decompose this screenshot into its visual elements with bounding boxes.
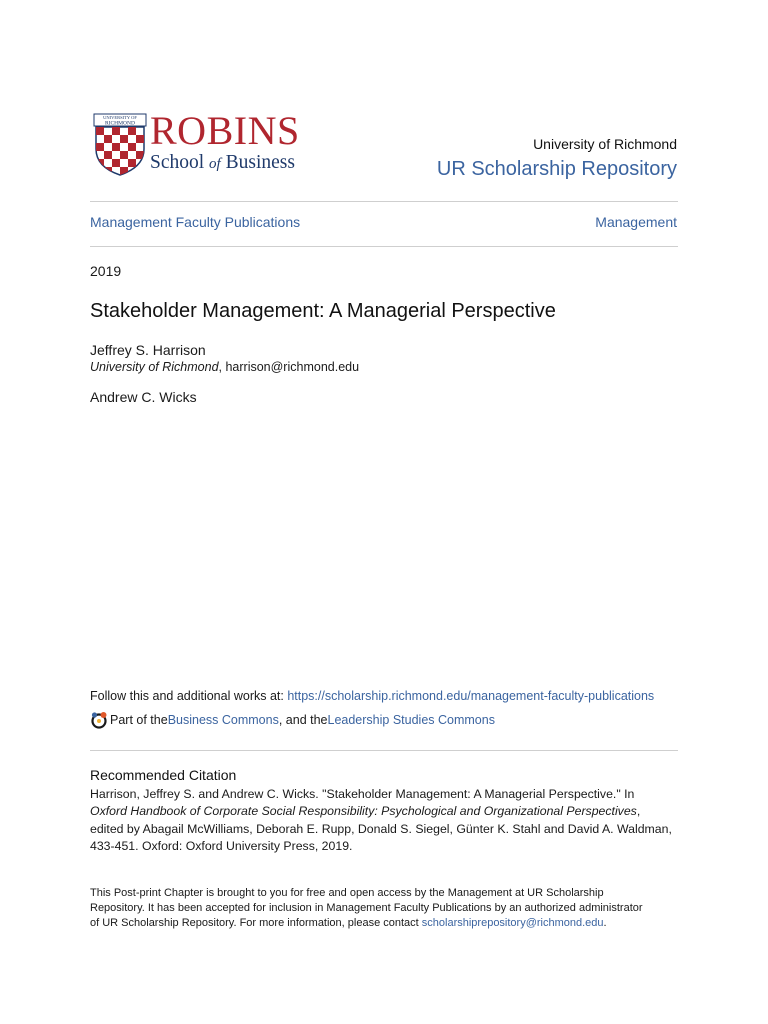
author-email: , harrison@richmond.edu — [218, 360, 360, 374]
department-link[interactable]: Management — [595, 214, 677, 230]
university-name: University of Richmond — [533, 136, 677, 152]
author-name: Andrew C. Wicks — [90, 389, 197, 405]
divider — [90, 750, 678, 751]
collection-url-link[interactable]: https://scholarship.richmond.edu/management-faculty-publications — [287, 689, 655, 703]
citation-line — [90, 803, 680, 820]
citation-heading: Recommended Citation — [90, 767, 237, 783]
robins-logo-text — [150, 108, 300, 175]
notice-prefix: of UR Scholarship Repository. For more information, please contact — [90, 917, 422, 929]
logo-school-prefix: School — [150, 152, 205, 173]
affiliation-name: University of Richmond — [90, 360, 219, 374]
author-affiliation — [90, 360, 359, 374]
notice-line — [90, 916, 680, 931]
svg-text:UNIVERSITY OF: UNIVERSITY OF — [103, 115, 137, 120]
notice-line: This Post-print Chapter is brought to you for free and open access by the Management at UR Scholarship — [90, 887, 604, 899]
logo-school-suffix: Business — [225, 152, 295, 173]
open-access-icon — [90, 711, 108, 729]
citation-line: Harrison, Jeffrey S. and Andrew C. Wicks. "Stakeholder Management: A Managerial Perspective." In — [90, 787, 635, 801]
logo-school — [150, 152, 300, 175]
access-notice — [90, 886, 680, 931]
citation-book-after: , — [636, 804, 641, 819]
citation-book: Oxford Handbook of Corporate Social Responsibility: Psychological and Organizational Perspectives — [90, 804, 637, 819]
and-the-text: , and the — [278, 713, 328, 727]
follow-line — [90, 689, 654, 703]
author-name: Jeffrey S. Harrison — [90, 342, 206, 358]
divider — [90, 201, 678, 202]
logo-school-of: of — [209, 156, 221, 172]
robins-logo-shield — [93, 113, 147, 177]
paper-title: Stakeholder Management: A Managerial Perspective — [90, 300, 556, 322]
svg-text:RICHMOND: RICHMOND — [105, 120, 135, 127]
repository-link[interactable]: UR Scholarship Repository — [436, 158, 677, 180]
part-of-line — [90, 711, 495, 729]
citation-text — [90, 786, 680, 855]
collection-link[interactable]: Management Faculty Publications — [90, 214, 301, 230]
business-commons-link[interactable]: Business Commons — [167, 713, 279, 727]
part-of-prefix: Part of the — [110, 713, 168, 727]
notice-line: Repository. It has been accepted for inclusion in Management Faculty Publications by an authorized administrator — [90, 902, 643, 914]
contact-email-link[interactable]: scholarshiprepository@richmond.edu — [421, 917, 604, 929]
publication-year: 2019 — [90, 263, 122, 279]
notice-suffix: . — [603, 917, 607, 929]
leadership-studies-commons-link[interactable]: Leadership Studies Commons — [327, 713, 495, 727]
logo-name: ROBINS — [150, 108, 300, 153]
citation-line: 433-451. Oxford: Oxford University Press, 2019. — [90, 838, 353, 853]
citation-line: edited by Abagail McWilliams, Deborah E. Rupp, Donald S. Siegel, Günter K. Stahl and David A. Waldman, — [90, 821, 672, 836]
divider — [90, 246, 678, 247]
follow-prefix: Follow this and additional works at: — [90, 689, 288, 703]
